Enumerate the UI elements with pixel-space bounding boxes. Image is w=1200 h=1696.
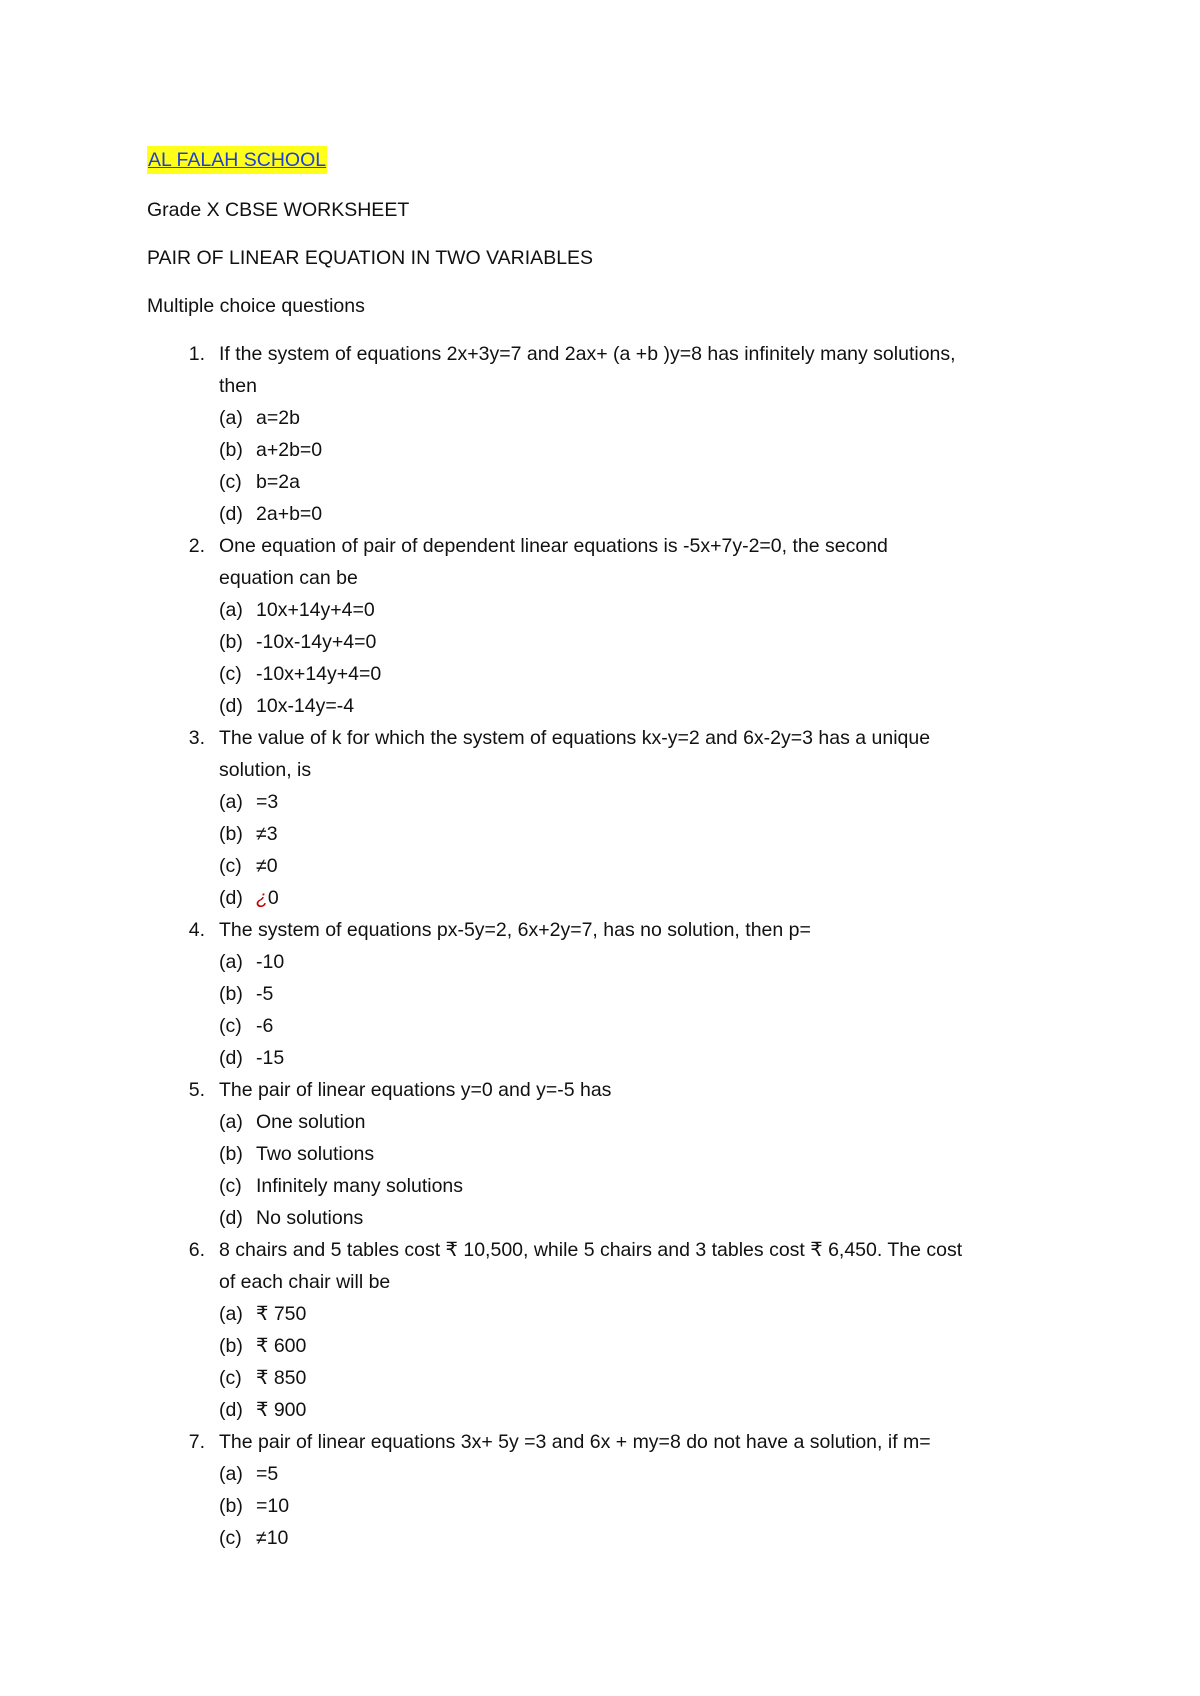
option-label: (d) <box>219 503 243 525</box>
question-text-line: If the system of equations 2x+3y=7 and 2ax+ (a +b )y=8 has infinitely many solutions, <box>219 343 956 365</box>
option <box>219 402 1069 434</box>
option <box>219 1170 1069 1202</box>
question-5 <box>147 1074 1077 1234</box>
option-label: (a) <box>219 1303 243 1325</box>
question-text-line: One equation of pair of dependent linear equations is -5x+7y-2=0, the second <box>219 535 888 557</box>
question-text-line: The value of k for which the system of equations kx-y=2 and 6x-2y=3 has a unique <box>219 727 931 749</box>
option-text: -15 <box>256 1047 285 1069</box>
option <box>219 498 1069 530</box>
option <box>219 786 1069 818</box>
option-label: (b) <box>219 1335 243 1357</box>
option-label: (d) <box>219 1207 243 1229</box>
option-label: (a) <box>219 951 243 973</box>
option <box>219 1202 1069 1234</box>
option <box>219 978 1069 1010</box>
question-text-line: The pair of linear equations 3x+ 5y =3 and 6x + my=8 do not have a solution, if m= <box>219 1431 931 1453</box>
question-number: 1. <box>188 343 205 365</box>
option-text: b=2a <box>256 471 300 493</box>
grade-heading: Grade X CBSE WORKSHEET <box>147 199 410 221</box>
option-text: ₹ 850 <box>256 1367 307 1389</box>
option-text: 10x+14y+4=0 <box>256 599 375 621</box>
option-label: (b) <box>219 1495 243 1517</box>
question-number: 7. <box>188 1431 205 1453</box>
option-label: (a) <box>219 791 243 813</box>
option <box>219 1394 1069 1426</box>
question-number: 5. <box>188 1079 205 1101</box>
option <box>219 1298 1069 1330</box>
question-list <box>147 338 1077 1554</box>
question-4 <box>147 914 1077 1074</box>
option <box>219 1042 1069 1074</box>
option-text: a+2b=0 <box>256 439 323 461</box>
option <box>219 1106 1069 1138</box>
question-1 <box>147 338 1077 530</box>
option <box>219 850 1069 882</box>
option-label: (a) <box>219 1463 243 1485</box>
question-number: 4. <box>188 919 205 941</box>
option <box>219 946 1069 978</box>
option-text: ≠3 <box>256 823 278 845</box>
option <box>219 434 1069 466</box>
option <box>219 1522 1069 1554</box>
option-text: No solutions <box>256 1207 364 1229</box>
question-7 <box>147 1426 1077 1554</box>
option-label: (c) <box>219 855 242 877</box>
question-2 <box>147 530 1077 722</box>
option-label: (b) <box>219 983 243 1005</box>
option-label: (c) <box>219 1367 242 1389</box>
option <box>219 1330 1069 1362</box>
option-label: (d) <box>219 695 243 717</box>
option <box>219 1010 1069 1042</box>
option <box>219 466 1069 498</box>
question-text-line: The system of equations px-5y=2, 6x+2y=7, has no solution, then p= <box>219 919 811 941</box>
option-label: (a) <box>219 1111 243 1133</box>
option-label: (a) <box>219 407 243 429</box>
question-3 <box>147 722 1077 914</box>
option-label: (a) <box>219 599 243 621</box>
option-label: (d) <box>219 887 243 909</box>
option-label: (c) <box>219 663 242 685</box>
school-name: AL FALAH SCHOOL <box>147 146 327 174</box>
option-label: (b) <box>219 823 243 845</box>
question-text-line: solution, is <box>219 759 312 781</box>
question-text-line: of each chair will be <box>219 1271 391 1293</box>
option-text: 0 <box>267 887 279 909</box>
option-label: (c) <box>219 471 242 493</box>
option <box>219 1490 1069 1522</box>
option-text: =10 <box>256 1495 290 1517</box>
option <box>219 594 1069 626</box>
option-text: 10x-14y=-4 <box>256 695 355 717</box>
option-text: -10x+14y+4=0 <box>256 663 382 685</box>
question-6 <box>147 1234 1077 1426</box>
section-heading: Multiple choice questions <box>147 295 365 317</box>
option-text: =3 <box>256 791 279 813</box>
option <box>219 1458 1069 1490</box>
question-text-line: 8 chairs and 5 tables cost ₹ 10,500, while 5 chairs and 3 tables cost ₹ 6,450. The cost <box>219 1239 963 1261</box>
option <box>219 818 1069 850</box>
option-text: -10 <box>256 951 285 973</box>
option <box>219 658 1069 690</box>
option <box>219 1362 1069 1394</box>
question-text-line: equation can be <box>219 567 358 589</box>
option <box>219 882 1069 914</box>
option <box>219 626 1069 658</box>
question-text-line: The pair of linear equations y=0 and y=-5 has <box>219 1079 612 1101</box>
option-text: Two solutions <box>256 1143 375 1165</box>
option-label: (d) <box>219 1047 243 1069</box>
topic-heading: PAIR OF LINEAR EQUATION IN TWO VARIABLES <box>147 247 594 269</box>
option-text: -6 <box>256 1015 274 1037</box>
option-text: ₹ 750 <box>256 1303 307 1325</box>
option-text: ≠10 <box>256 1527 289 1549</box>
option-text: a=2b <box>256 407 300 429</box>
option-text: -5 <box>256 983 274 1005</box>
option-text: ₹ 900 <box>256 1399 307 1421</box>
option-label: (c) <box>219 1015 242 1037</box>
option-text: =5 <box>256 1463 279 1485</box>
option <box>219 690 1069 722</box>
option-text: -10x-14y+4=0 <box>256 631 377 653</box>
option-text: 2a+b=0 <box>256 503 323 525</box>
question-number: 6. <box>188 1239 205 1261</box>
option <box>219 1138 1069 1170</box>
option-label: (b) <box>219 1143 243 1165</box>
option-label: (c) <box>219 1175 242 1197</box>
option-text: Infinitely many solutions <box>256 1175 464 1197</box>
question-number: 2. <box>188 535 205 557</box>
option-label: (c) <box>219 1527 242 1549</box>
question-text-line: then <box>219 375 257 397</box>
option-label: (b) <box>219 439 243 461</box>
option-text: ₹ 600 <box>256 1335 307 1357</box>
option-label: (b) <box>219 631 243 653</box>
broken-symbol-glyph: ¿ <box>256 887 268 909</box>
option-text: One solution <box>256 1111 366 1133</box>
option-label: (d) <box>219 1399 243 1421</box>
option-text: ≠0 <box>256 855 278 877</box>
question-number: 3. <box>188 727 205 749</box>
